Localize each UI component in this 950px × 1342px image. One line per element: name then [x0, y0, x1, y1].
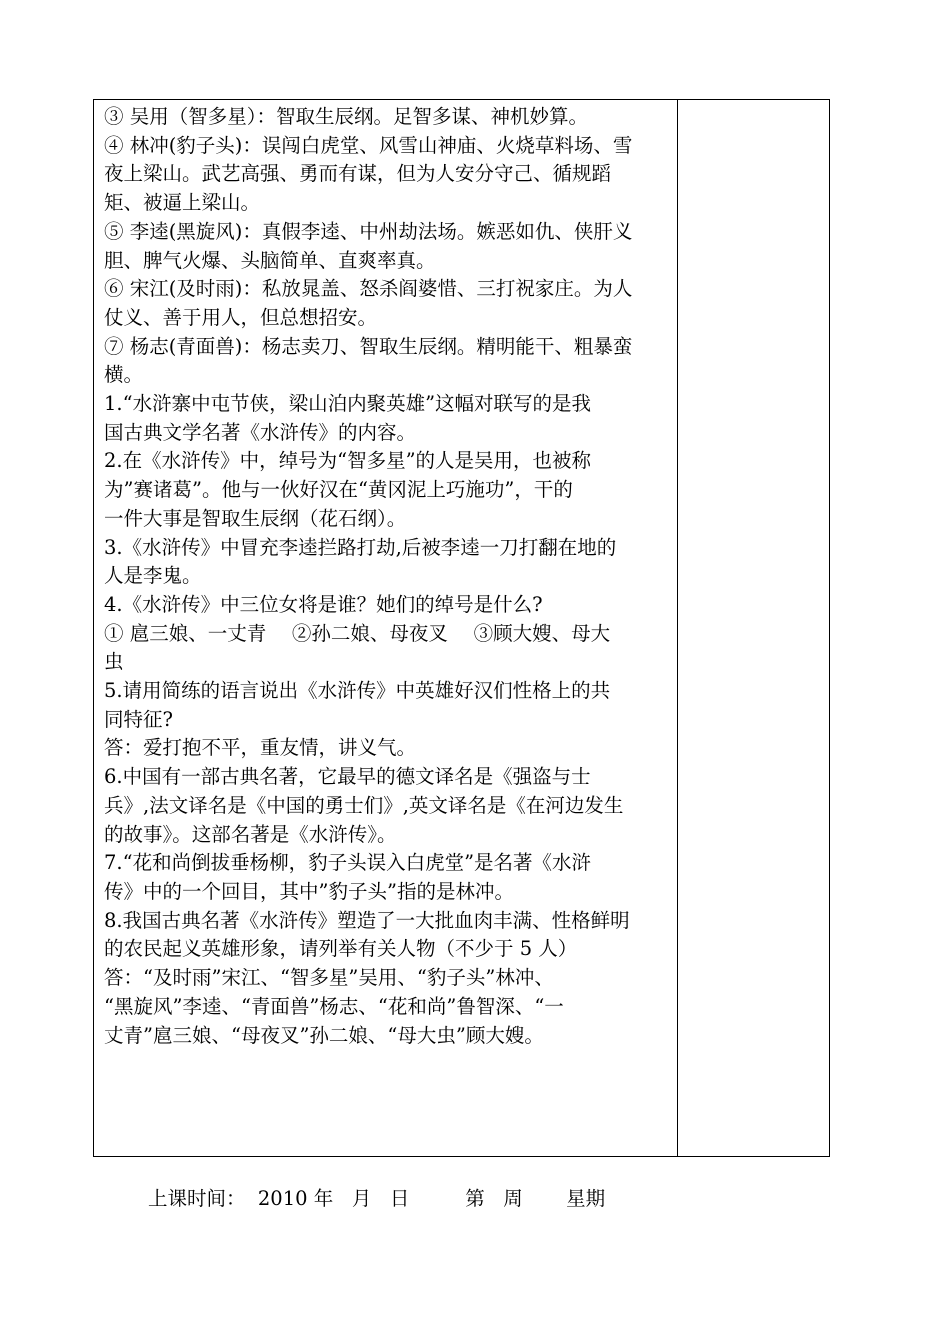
- text-line: ④ 林冲(豹子头)：误闯白虎堂、风雪山神庙、火烧草料场、雪: [104, 133, 633, 157]
- text-line: ⑤ 李逵(黑旋风)：真假李逵、中州劫法场。嫉恶如仇、侠肝义: [104, 219, 633, 243]
- text-line: 虫: [104, 650, 124, 674]
- text-line: 7.“花和尚倒拔垂杨柳，豹子头误入白虎堂”是名著《水浒: [104, 851, 592, 875]
- text-line: 一件大事是智取生辰纲（花石纲）。: [104, 506, 407, 530]
- content-cell: [94, 100, 678, 1156]
- text-line: 5.请用简练的语言说出《水浒传》中英雄好汉们性格上的共: [104, 679, 611, 703]
- text-line: 胆、脾气火爆、头脑简单、直爽率真。: [104, 248, 436, 272]
- text-line: 国古典文学名著《水浒传》的内容。: [104, 420, 417, 444]
- text-line: 横。: [104, 363, 144, 387]
- text-line: ⑦ 杨志(青面兽)：杨志卖刀、智取生辰纲。精明能干、粗暴蛮: [104, 334, 633, 358]
- text-line: ③ 吴用（智多星）：智取生辰纲。足智多谋、神机妙算。: [104, 105, 588, 128]
- text-line: 1.“水浒寨中屯节侠，梁山泊内聚英雄”这幅对联写的是我: [104, 392, 592, 416]
- notes-cell: [678, 100, 829, 1156]
- lesson-table: [93, 99, 830, 1157]
- text-line: 同特征?: [104, 707, 173, 731]
- text-line: 为”赛诸葛”。他与一伙好汉在“黄冈泥上巧施功”，干的: [104, 478, 573, 502]
- text-line: ⑥ 宋江(及时雨)：私放晁盖、怒杀阎婆惜、三打祝家庄。为人: [104, 277, 633, 301]
- text-line: ① 扈三娘、一丈青 ②孙二娘、母夜叉 ③顾大嫂、母大: [104, 621, 611, 645]
- text-line: 4.《水浒传》中三位女将是谁？她们的绰号是什么?: [104, 592, 543, 616]
- text-line: 6.中国有一部古典名著，它最早的德文译名是《强盗与士: [104, 765, 591, 789]
- text-line: 矩、被逼上梁山。: [104, 191, 261, 215]
- text-line: 8.我国古典名著《水浒传》塑造了一大批血肉丰满、性格鲜明: [104, 908, 630, 932]
- text-line: 3.《水浒传》中冒充李逵拦路打劫,后被李逵一刀打翻在地的: [104, 535, 617, 559]
- text-line: 的故事》。这部名著是《水浒传》。: [104, 822, 397, 846]
- text-line: 2.在《水浒传》中，绰号为“智多星”的人是吴用，也被称: [104, 449, 592, 473]
- class-time-footer: 上课时间： 2010 年 月 日 第 周 星期: [148, 1187, 606, 1210]
- text-line: 丈青”扈三娘、“母夜叉”孙二娘、“母大虫”顾大嫂。: [104, 1023, 544, 1047]
- text-line: 答：“及时雨”宋江、“智多星”吴用、“豹子头”林冲、: [104, 966, 554, 990]
- text-line: 仗义、善于用人，但总想招安。: [104, 305, 378, 329]
- text-line: 人是李鬼。: [104, 564, 202, 588]
- text-line: 传》中的一个回目，其中”豹子头”指的是林冲。: [104, 879, 514, 903]
- text-line: “黑旋风”李逵、“青面兽”杨志、“花和尚”鲁智深、“一: [104, 994, 564, 1018]
- text-line: 答：爱打抱不平，重友情，讲义气。: [104, 736, 417, 760]
- text-line: 夜上梁山。武艺高强、勇而有谋，但为人安分守己、循规蹈: [104, 162, 612, 186]
- text-line: 的农民起义英雄形象，请列举有关人物（不少于 5 人）: [104, 937, 578, 961]
- text-line: 兵》,法文译名是《中国的勇士们》,英文译名是《在河边发生: [104, 793, 624, 817]
